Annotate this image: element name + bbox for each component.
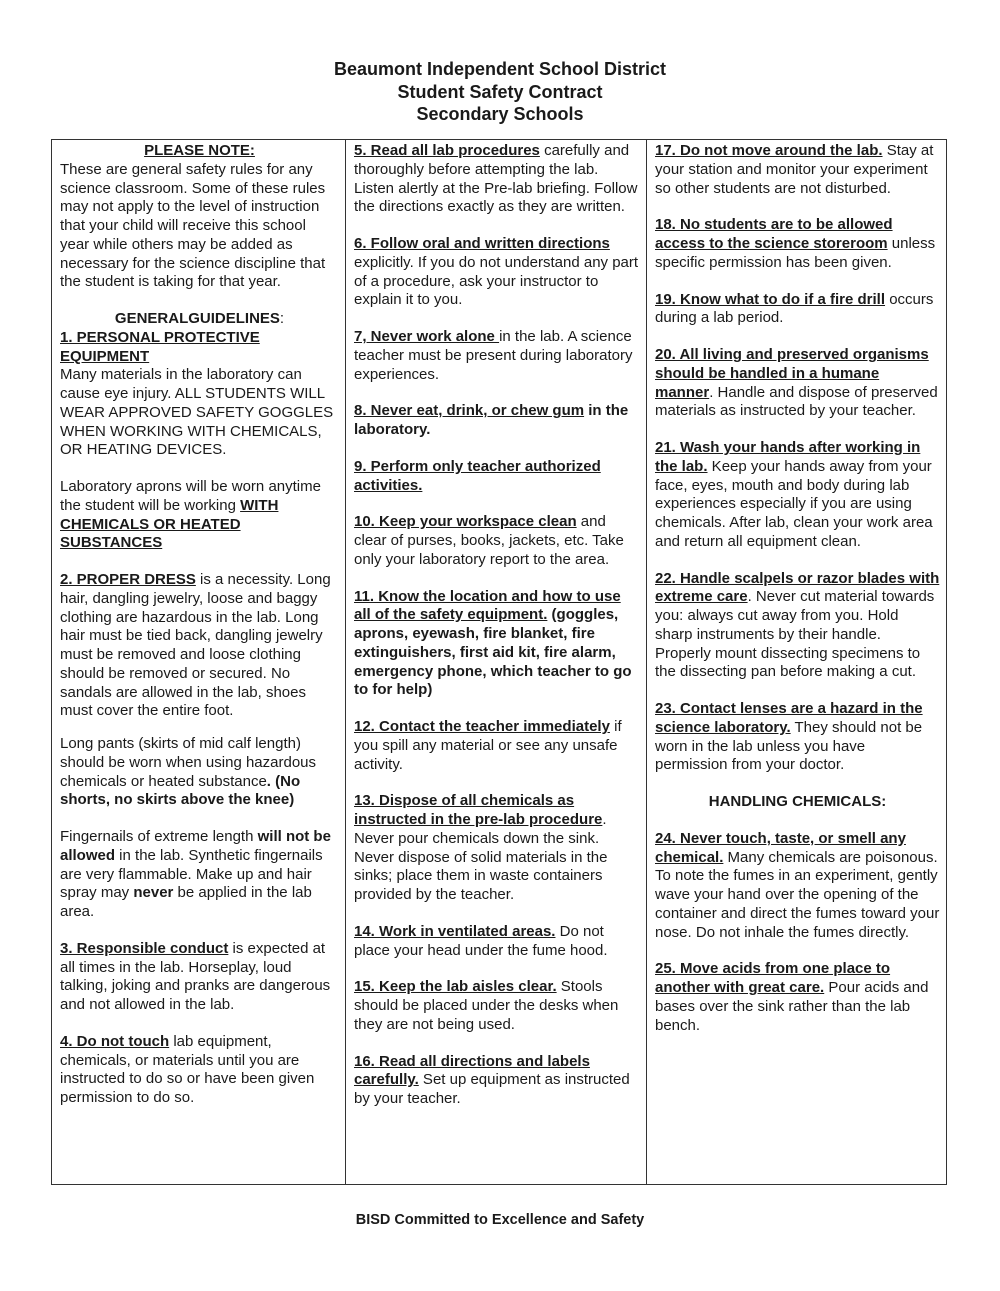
rules-table [51,139,947,1185]
rule-8: 8. Never eat, drink, or chew gum in the laboratory. [354,402,629,438]
rule-13: 13. Dispose of all chemicals as instructed in the pre-lab procedure. Never pour chemicals down the sink. Never dispose of solid materials in the sinks; place them in waste containers provided by the teacher. [354,792,608,903]
rule-6: 6. Follow oral and written directions explicitly. If you do not understand any part of a procedure, ask your instructor to explain it to you. [354,235,639,309]
rule-2 [60,571,339,721]
note-body: These are general safety rules for any science classroom. Some of these rules may not apply to the level of instruction that your child will receive this school year while others may be added as necessary for the science discipline that the student is taking for that year. [60,160,326,291]
rule-15: 15. Keep the lab aisles clear. Stools should be placed under the desks when they are not being used. [354,978,619,1033]
rule-18: 18. No students are to be allowed access to the science storeroom unless specific permission has been given. [655,216,936,271]
note-heading: PLEASE NOTE: [144,142,255,159]
district-title: Beaumont Independent School District [333,59,667,79]
contract-title: Student Safety Contract [397,81,603,102]
rule-12: 12. Contact the teacher immediately if you spill any material or see any unsafe activity. [354,718,622,773]
rule-1 [60,329,339,460]
rule-22: 22. Handle scalpels or razor blades with extreme care. Never cut material towards you: always cut away from you. Hold sharp instruments by their handle. Properly mount dissecting specimens to the dissecting pan before making a cut. [655,569,940,681]
rule-24: 24. Never touch, taste, or smell any chemical. Many chemicals are poisonous. To note the fumes in an experiment, gently wave your hand over the opening of the container and direct the fumes toward your nose. Do not inhale the fumes directly. [655,829,940,941]
rule-5: 5. Read all lab procedures carefully and thoroughly before attempting the lab. Listen alertly at the Pre-lab briefing. Follow the directions exactly as they are written. [354,142,638,216]
rule-2-body: is a necessity. Long hair, dangling jewelry, loose and baggy clothing are hazardous in the lab. Long hair must be tied back, dangling jewelry must be removed and loose clothing should be removed or secured. No sandals are allowed in the lab, shoes must cover the entire foot. [60,571,331,720]
rule-14: 14. Work in ventilated areas. Do not place your head under the fume hood. [354,922,608,959]
rule-7: 7, Never work alone in the lab. A science teacher must be present during laboratory experiences. [354,328,633,383]
rule-19: 19. Know what to do if a fire drill occurs during a lab period. [655,290,934,327]
rule-4-title: 4. Do not touch [60,1032,170,1050]
rule-11: 11. Know the location and how to use all of the safety equipment. (goggles, aprons, eyewash, fire blanket, fire extinguishers, first aid kit, fire alarm, emergency phone, which teacher to go to for help) [354,587,632,699]
fingernails-rule: Fingernails of extreme length will not be allowed in the lab. Synthetic fingernails are very flammable. Make up and hair spray may never be applied in the lab area. [60,828,331,920]
guidelines-heading: GENERALGUIDELINES: [114,310,285,327]
aprons-rule: Laboratory aprons will be worn anytime the student will be working WITH CHEMICALS OR HEATED SUBSTANCES [60,478,321,552]
rule-4-body: lab equipment, chemicals, or materials until you are instructed to do so or have been given permission to do so. [60,1032,315,1106]
footer-motto: BISD Committed to Excellence and Safety [355,1212,645,1228]
rule-2-title: 2. PROPER DRESS [60,571,196,588]
rule-1-title: 1. PERSONAL PROTECTIVE EQUIPMENT [60,328,260,365]
pants-rule: Long pants (skirts of mid calf length) should be worn when using hazardous chemicals or heated substance. (No shorts, no skirts above the knee) [60,735,317,809]
rule-25: 25. Move acids from one place to another with great care. Pour acids and bases over the sink rather than the lab bench. [655,960,929,1034]
rule-3 [60,940,339,1015]
rule-16: 16. Read all directions and labels carefully. Set up equipment as instructed by your teacher. [354,1052,630,1107]
rules-column-3 [646,140,946,1184]
rule-17: 17. Do not move around the lab. Stay at your station and monitor your experiment so other students are not disturbed. [655,142,934,197]
rule-3-title: 3. Responsible conduct [60,939,229,957]
rules-column-1 [52,140,345,1184]
rule-20: 20. All living and preserved organisms should be handled in a humane manner. Handle and dispose of preserved materials as instructed by your teacher. [655,346,938,420]
rule-3-body: is expected at all times in the lab. Horseplay, loud talking, joking and pranks are dangerous and not allowed in the lab. [60,939,331,1013]
rule-1-body: Many materials in the laboratory can cause eye injury. ALL STUDENTS WILL WEAR APPROVED SAFETY GOGGLES WHEN WORKING WITH CHEMICALS, OR HEATING DEVICES. [60,366,334,459]
rule-10: 10. Keep your workspace clean and clear of purses, books, jackets, etc. Take only your laboratory report to the area. [354,513,624,568]
rules-column-2 [345,140,646,1184]
document-header [0,58,1000,126]
schools-title: Secondary Schools [416,104,584,124]
rule-9: 9. Perform only teacher authorized activities. [354,457,601,494]
handling-chemicals-heading: HANDLING CHEMICALS: [708,793,887,810]
rule-21: 21. Wash your hands after working in the lab. Keep your hands away from your face, eyes, mouth and body during lab experiences especially if you are using chemicals. After lab, clean your work area and return all equipment clean. [655,439,933,550]
rule-23: 23. Contact lenses are a hazard in the science laboratory. They should not be worn in the lab unless you have permission from your doctor. [655,700,923,774]
rule-4 [60,1033,339,1108]
